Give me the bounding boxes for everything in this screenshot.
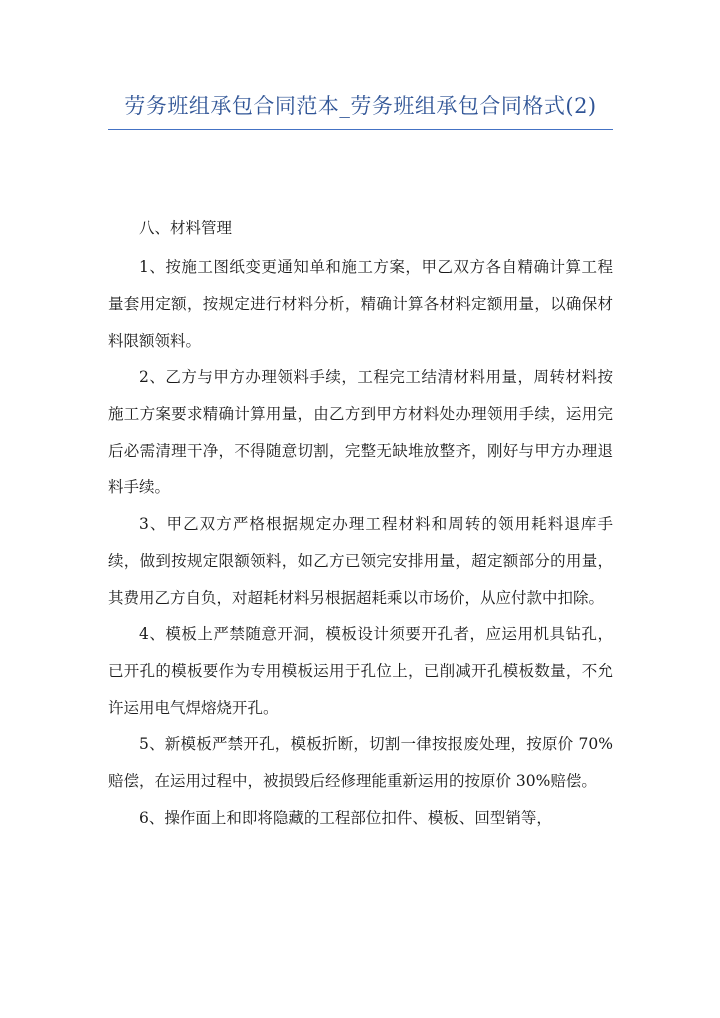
paragraph-1: 1、按施工图纸变更通知单和施工方案，甲乙双方各自精确计算工程量套用定额，按规定进行材料分析，精确计算各材料定额用量，以确保材料限额领料。	[108, 258, 613, 350]
title-underline	[108, 129, 613, 130]
paragraph-3: 3、甲乙双方严格根据规定办理工程材料和周转的领用耗料退库手续，做到按规定限额领料，如乙方已领完安排用量，超定额部分的用量，其费用乙方自负，对超耗材料另根据超耗乘以市场价，从应付款中扣除。	[108, 515, 613, 607]
document-body	[108, 210, 613, 836]
paragraph-6: 6、操作面上和即将隐藏的工程部位扣件、模板、回型销等，	[139, 808, 552, 827]
paragraph-2: 2、乙方与甲方办理领料手续，工程完工结清材料用量，周转材料按施工方案要求精确计算用量，由乙方到甲方材料处办理领用手续，运用完后必需清理干净，不得随意切割，完整无缺堆放整齐，刚好与甲方办理退料手续。	[108, 368, 613, 497]
section-heading: 八、材料管理	[139, 219, 233, 237]
paragraph-4: 4、模板上严禁随意开洞，模板设计须要开孔者，应运用机具钻孔，已开孔的模板要作为专用模板运用于孔位上，已削减开孔模板数量，不允许运用电气焊熔烧开孔。	[108, 625, 613, 717]
paragraph-5: 5、新模板严禁开孔，模板折断，切割一律按报废处理，按原价 70%赔偿，在运用过程中，被损毁后经修理能重新运用的按原价 30%赔偿。	[108, 735, 613, 791]
page-title: 劳务班组承包合同范本_劳务班组承包合同格式(2)	[124, 94, 597, 118]
